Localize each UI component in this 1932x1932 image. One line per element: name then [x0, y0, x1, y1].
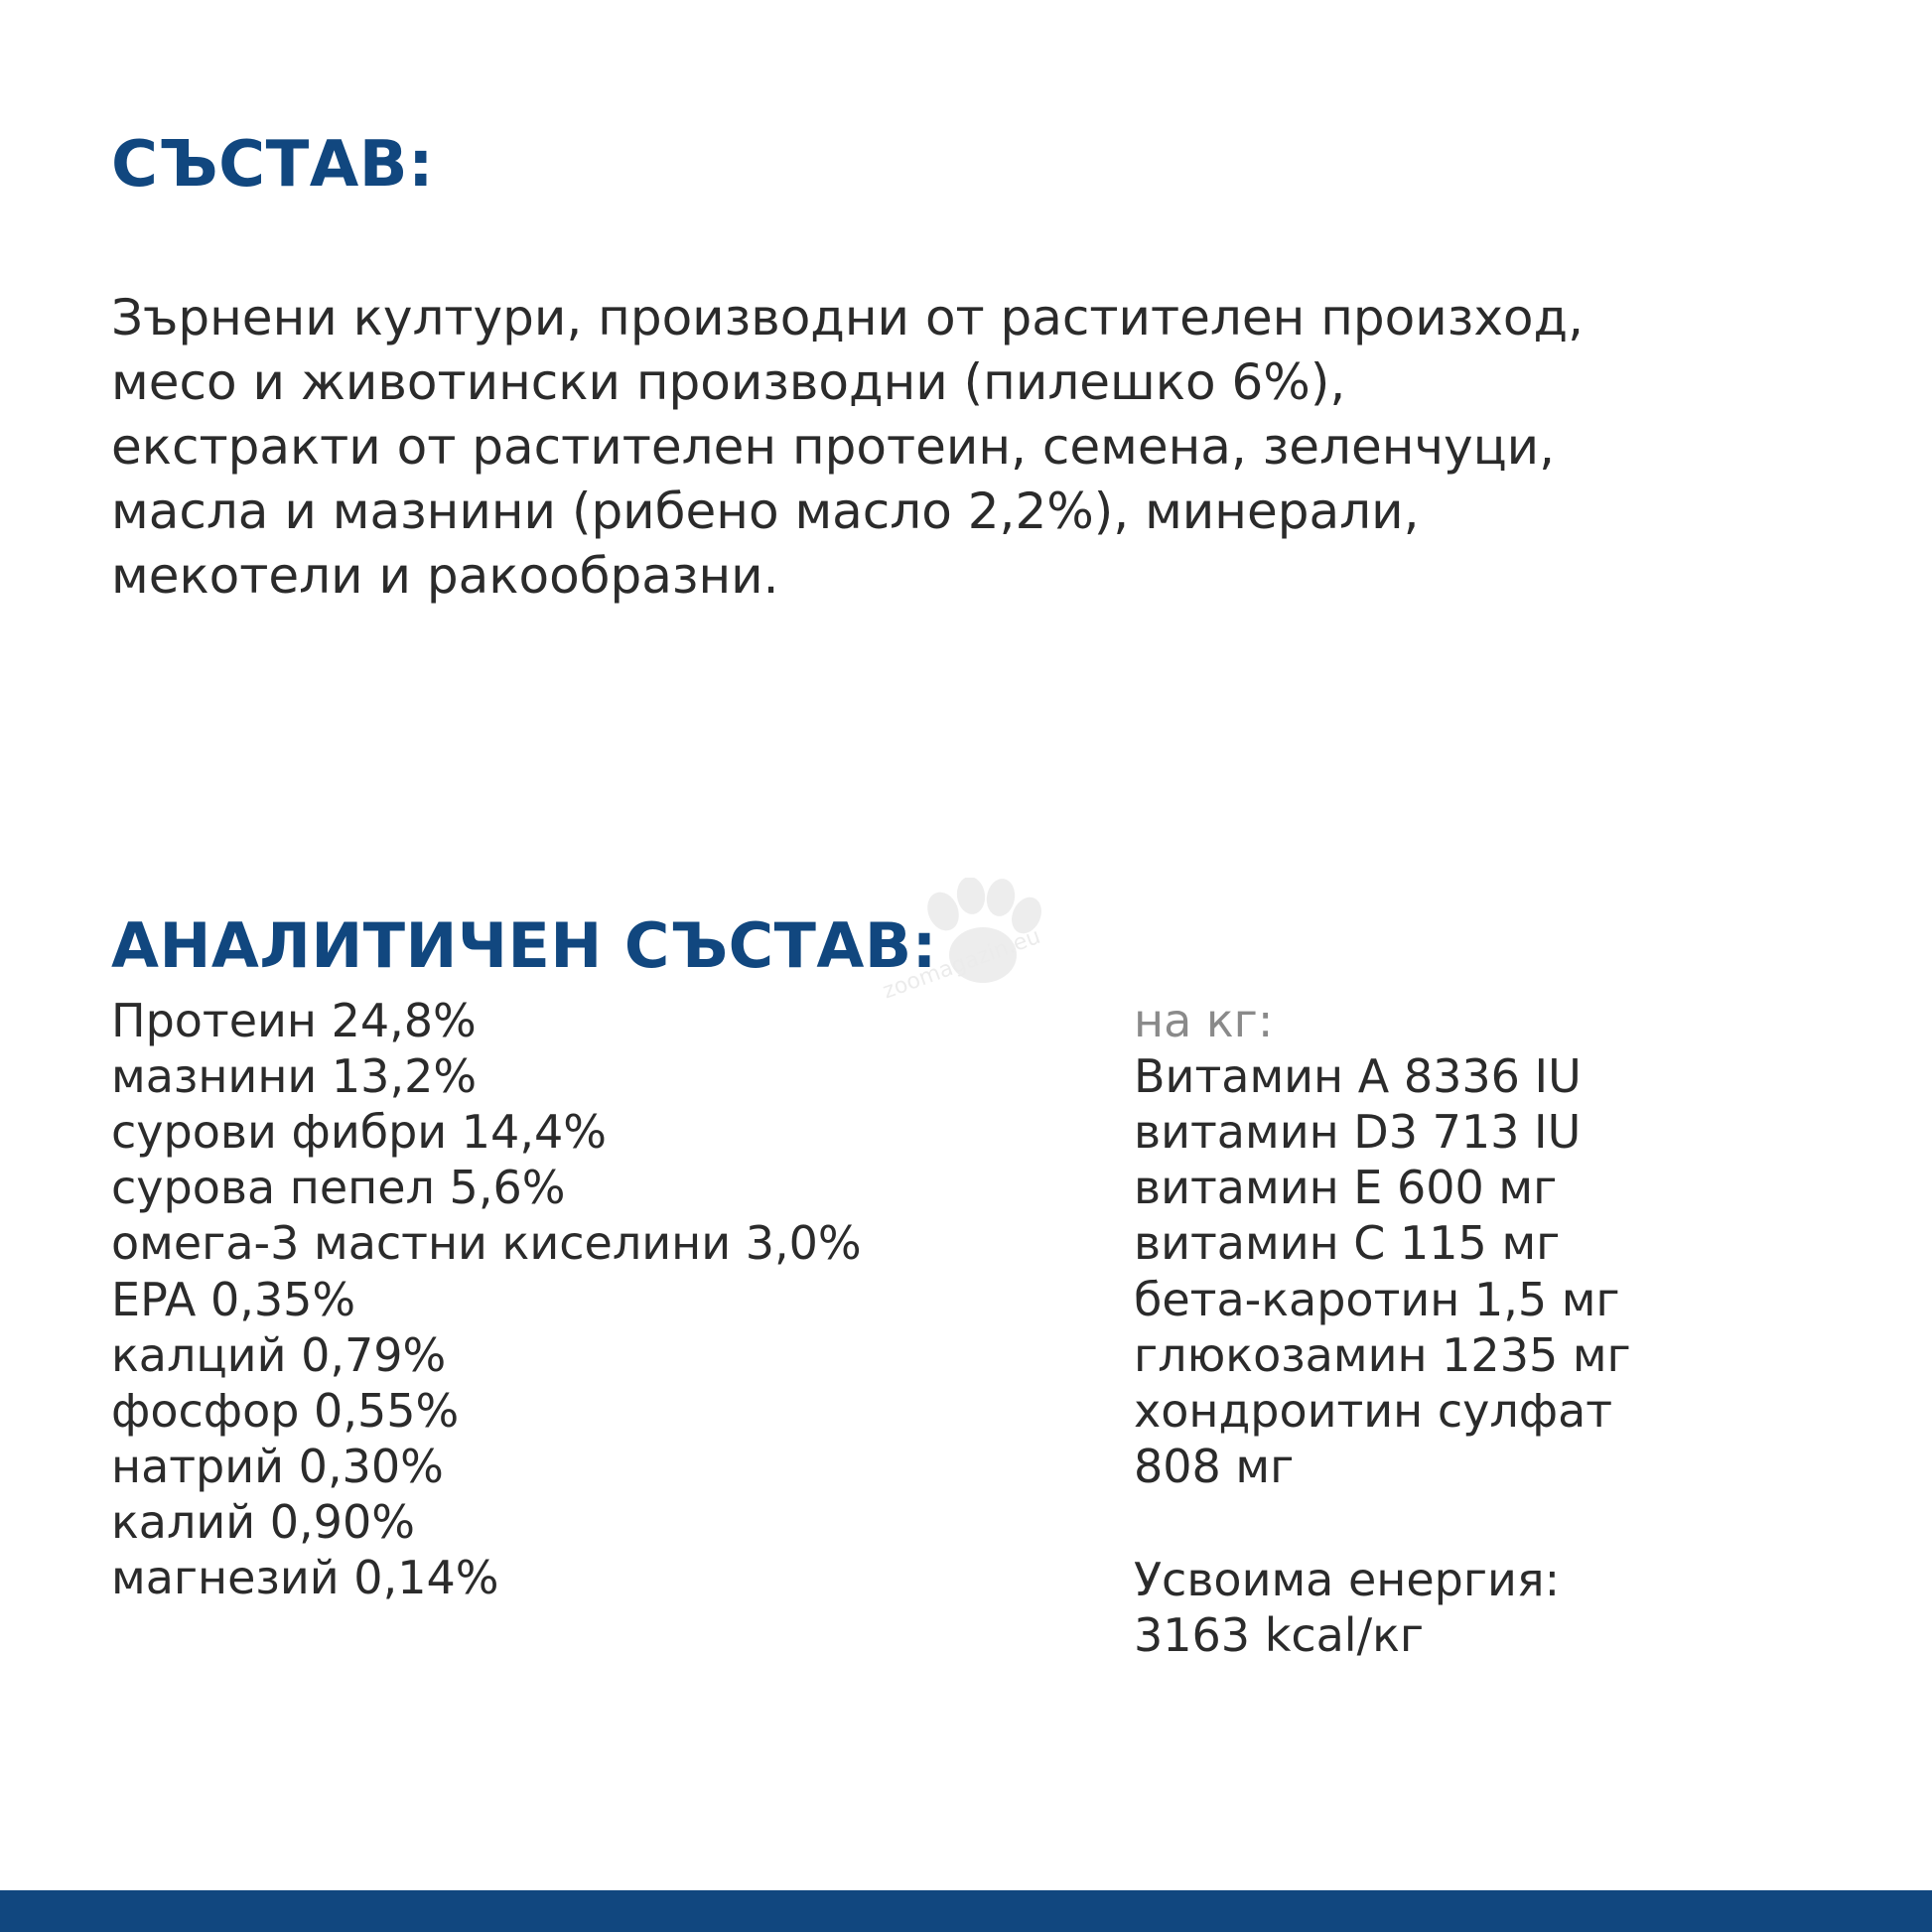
list-item: сурова пепел 5,6%: [111, 1161, 566, 1215]
energy-block: [1134, 1552, 1829, 1663]
analytical-composition-heading: АНАЛИТИЧЕН СЪСТАВ:: [111, 909, 937, 983]
list-item: витамин D3 713 IU: [1134, 1105, 1582, 1160]
list-item: Витамин A 8336 IU: [1134, 1049, 1582, 1104]
list-item: мазнини 13,2%: [111, 1049, 478, 1104]
composition-text: Зърнени култури, производни от растителен произход, месо и животински производни (пилешко 6%), екстракти от растителен протеин, семена, зеленчуци, масла и мазнини (рибено масло 2,2%), минерали, мекотели и ракообразни.: [111, 289, 1584, 605]
list-item: натрий 0,30%: [111, 1439, 444, 1493]
list-item: 808 мг: [1134, 1439, 1295, 1493]
list-item: глюкозамин 1235 мг: [1134, 1327, 1631, 1382]
list-item: сурови фибри 14,4%: [111, 1105, 607, 1160]
list-item: витамин C 115 мг: [1134, 1216, 1561, 1271]
energy-label: Усвоима енергия:: [1134, 1552, 1561, 1606]
list-item: омега-3 мастни киселини 3,0%: [111, 1216, 862, 1271]
list-item: калций 0,79%: [111, 1327, 447, 1382]
list-item: хондроитин сулфат: [1134, 1383, 1613, 1438]
per-kilogram-label: на кг:: [1134, 994, 1274, 1047]
list-item: витамин E 600 мг: [1134, 1161, 1558, 1215]
analytical-composition-columns: [111, 993, 1839, 1663]
list-item: Протеин 24,8%: [111, 994, 477, 1047]
composition-heading: СЪСТАВ:: [111, 127, 435, 202]
list-item: магнезий 0,14%: [111, 1551, 499, 1605]
energy-value: 3163 kcal/кг: [1134, 1608, 1425, 1663]
list-item: EPA 0,35%: [111, 1272, 356, 1326]
list-item: бета-каротин 1,5 мг: [1134, 1272, 1620, 1326]
watermark-text: zoomagazin.eu: [880, 923, 1044, 1005]
micronutrient-list: [1134, 993, 1829, 1663]
nutrient-list: [111, 993, 1134, 1605]
list-item: калий 0,90%: [111, 1494, 415, 1549]
list-item: фосфор 0,55%: [111, 1383, 460, 1438]
bottom-brand-bar: [0, 1890, 1932, 1932]
